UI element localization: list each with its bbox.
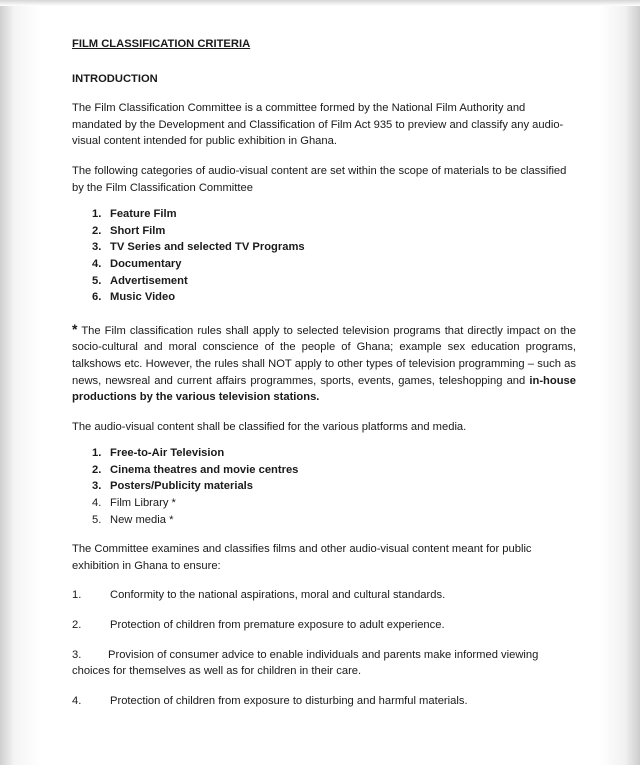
document-title: FILM CLASSIFICATION CRITERIA — [72, 38, 251, 50]
ensure-item-text: Provision of consumer advice to enable individuals and parents make informed viewing choices for themselves as well as for children in their care. — [72, 648, 539, 678]
list-item-label: Music Video — [110, 291, 176, 304]
ensure-item-number: 2. — [72, 619, 82, 632]
list-item-label: Advertisement — [110, 274, 188, 287]
list-item-label: Posters/Publicity materials — [110, 480, 254, 493]
ensure-item-text: Protection of children from premature exposure to adult experience. — [110, 619, 445, 632]
list-item — [92, 223, 576, 240]
section-heading: INTRODUCTION — [72, 72, 158, 85]
list-item-number: 3. — [92, 241, 102, 254]
page-top-shadow — [0, 0, 640, 6]
list-item-number: 4. — [92, 257, 102, 270]
list-item-number: 6. — [92, 291, 102, 304]
list-item-label: Free-to-Air Television — [110, 447, 225, 460]
tv-rules-bold-text: in-house productions by the various television stations. — [72, 374, 576, 404]
document-content — [72, 36, 576, 709]
list-item — [92, 289, 576, 306]
ensure-item-number: 1. — [72, 589, 82, 602]
ensure-item — [72, 647, 576, 680]
list-item-number: 4. — [92, 497, 102, 510]
list-item — [92, 445, 576, 462]
list-item-number: 5. — [92, 274, 102, 287]
ensure-item — [72, 587, 576, 604]
ensure-item-number: 3. — [72, 648, 82, 661]
list-item-number: 1. — [92, 447, 102, 460]
intro-paragraph: The Film Classification Committee is a committee formed by the National Film Authority and mandated by the Development and Classification of Film Act 935 to preview and classify any audio-visual content intended for public exhibition in Ghana. — [72, 102, 564, 148]
list-item — [92, 512, 576, 529]
ensure-intro: The Committee examines and classifies films and other audio-visual content meant for public exhibition in Ghana to ensure: — [72, 543, 532, 572]
list-item — [92, 495, 576, 512]
list-item — [92, 462, 576, 479]
ensure-item — [72, 617, 576, 634]
tv-rules-paragraph — [72, 321, 576, 406]
list-item-label: New media * — [110, 513, 174, 526]
list-item-label: Documentary — [110, 257, 182, 270]
list-item-label: Cinema theatres and movie centres — [110, 463, 299, 476]
ensure-item-text: Conformity to the national aspirations, moral and cultural standards. — [110, 589, 446, 602]
list-item-number: 2. — [92, 224, 102, 237]
ensure-item-text: Protection of children from exposure to disturbing and harmful materials. — [110, 694, 468, 707]
list-item-number: 1. — [92, 208, 102, 221]
asterisk-mark: * — [72, 320, 78, 337]
tv-rules-text: The Film classification rules shall apply to selected television programs that directly impact on the socio-cultural and moral conscience of the people of Ghana; example sex education programs, talkshows etc. However, the rules shall NOT apply to other types of television programming – such as news, newsreal and current affairs programmes, sports, events, games, teleshopping and — [72, 324, 576, 387]
ensure-item-number: 4. — [72, 694, 82, 707]
list-item-number: 3. — [92, 480, 102, 493]
list-item-label: Short Film — [110, 224, 166, 237]
list-item — [92, 239, 576, 256]
list-item — [92, 273, 576, 290]
platforms-list — [72, 445, 576, 528]
platforms-intro: The audio-visual content shall be classified for the various platforms and media. — [72, 420, 467, 433]
list-item-number: 5. — [92, 513, 102, 526]
list-item-number: 2. — [92, 463, 102, 476]
list-item — [92, 478, 576, 495]
ensure-item — [72, 693, 576, 710]
list-item-label: TV Series and selected TV Programs — [110, 241, 305, 254]
categories-intro: The following categories of audio-visual content are set within the scope of materials to be classified by the Film Classification Committee — [72, 164, 567, 194]
list-item-label: Feature Film — [110, 208, 177, 221]
list-item — [92, 206, 576, 223]
list-item — [92, 256, 576, 273]
categories-list — [72, 206, 576, 306]
list-item-label: Film Library * — [110, 497, 176, 510]
